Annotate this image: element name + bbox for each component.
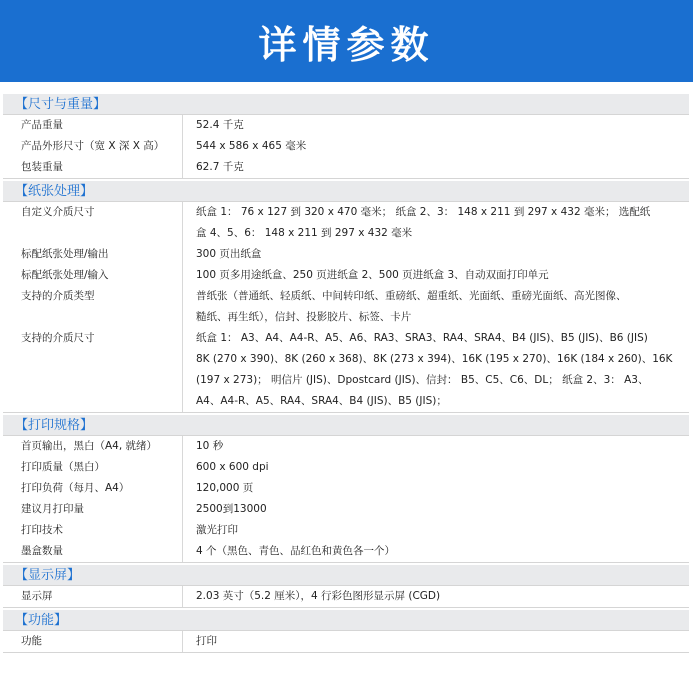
spec-value-line: 100 页多用途纸盒、250 页进纸盒 2、500 页进纸盒 3、自动双面打印单元 (196, 269, 549, 281)
table-row (3, 136, 689, 157)
table-row (3, 436, 689, 457)
spec-label: 首页输出，黑白（A4, 就绪） (3, 436, 182, 457)
section-heading: 【尺寸与重量】 (3, 92, 689, 114)
section-rows (3, 585, 689, 608)
spec-value (183, 244, 689, 265)
spec-value (183, 265, 689, 286)
section-rows (3, 435, 689, 563)
spec-label: 自定义介质尺寸 (3, 202, 182, 223)
spec-value (183, 202, 689, 244)
table-row (3, 244, 689, 265)
spec-label: 墨盒数量 (3, 541, 182, 562)
spec-value (183, 286, 689, 328)
spec-value-line: 300 页出纸盒 (196, 248, 262, 260)
spec-label: 标配纸张处理/输入 (3, 265, 182, 286)
table-row (3, 286, 689, 328)
section-heading: 【打印规格】 (3, 413, 689, 435)
spec-value-line: 2.03 英寸（5.2 厘米），4 行彩色图形显示屏 (CGD) (196, 590, 441, 602)
spec-value (183, 457, 689, 478)
spec-value-line: 544 x 586 x 465 毫米 (196, 140, 307, 152)
spec-label: 功能 (3, 631, 182, 652)
spec-label: 包装重量 (3, 157, 182, 178)
table-row (3, 478, 689, 499)
spec-value-line: 4 个（黑色、青色、品红色和黄色各一个） (196, 545, 396, 557)
table-row (3, 457, 689, 478)
spec-label: 产品外形尺寸（宽 X 深 X 高） (3, 136, 182, 157)
spec-label: 打印质量（黑白） (3, 457, 182, 478)
table-row (3, 202, 689, 244)
spec-label: 打印技术 (3, 520, 182, 541)
spec-value-line: 普纸张（普通纸、轻质纸、中间转印纸、重磅纸、超重纸、光面纸、重磅光面纸、高光图像、 (196, 290, 627, 302)
spec-value-line: A4、A4-R、A5、RA4、SRA4、B4 (JIS)、B5 (JIS)； (196, 395, 447, 407)
section-heading: 【纸张处理】 (3, 179, 689, 201)
table-row (3, 157, 689, 178)
table-row (3, 265, 689, 286)
spec-value (183, 499, 689, 520)
spec-value (183, 586, 689, 607)
spec-value-line: 打印 (196, 635, 217, 647)
spec-label: 产品重量 (3, 115, 182, 136)
spec-value-line: 激光打印 (196, 524, 238, 536)
spec-value (183, 478, 689, 499)
spec-label: 支持的介质类型 (3, 286, 182, 307)
spec-value (183, 136, 689, 157)
table-row (3, 115, 689, 136)
table-row (3, 520, 689, 541)
spec-value (183, 520, 689, 541)
spec-value-line: 纸盒 1： A3、A4、A4-R、A5、A6、RA3、SRA3、RA4、SRA4、B4 (JIS)、B5 (JIS)、B6 (JIS) (196, 332, 648, 344)
spec-value (183, 115, 689, 136)
table-row (3, 631, 689, 652)
page-title: 详情参数 (258, 22, 435, 67)
spec-label: 打印负荷（每月、A4） (3, 478, 182, 499)
section-rows (3, 114, 689, 179)
spec-label: 建议月打印量 (3, 499, 182, 520)
spec-value-line: 8K (270 x 390)、8K (260 x 368)、8K (273 x 394)、16K (195 x 270)、16K (184 x 260)、16K (196, 353, 673, 365)
spec-label: 标配纸张处理/输出 (3, 244, 182, 265)
spec-value-line: 2500到13000 (196, 503, 267, 515)
table-row (3, 499, 689, 520)
table-row (3, 586, 689, 607)
spec-value-line: 10 秒 (196, 440, 224, 452)
section-heading: 【显示屏】 (3, 563, 689, 585)
spec-value-line: 盒 4、5、6： 148 x 211 到 297 x 432 毫米 (196, 227, 413, 239)
section-rows (3, 630, 689, 653)
spec-value-line: (197 x 273)； 明信片 (JIS)、Dpostcard (JIS)、信封： B5、C5、C6、DL； 纸盒 2、3： A3、 (196, 374, 649, 386)
spec-value (183, 157, 689, 178)
table-row (3, 328, 689, 412)
section-heading: 【功能】 (3, 608, 689, 630)
spec-label: 显示屏 (3, 586, 182, 607)
spec-value-line: 纸盒 1： 76 x 127 到 320 x 470 毫米； 纸盒 2、3： 148 x 211 到 297 x 432 毫米； 选配纸 (196, 206, 651, 218)
spec-label: 支持的介质尺寸 (3, 328, 182, 349)
spec-value-line: 糙纸、再生纸），信封、投影胶片、标签、卡片 (196, 311, 412, 323)
spec-value-line: 62.7 千克 (196, 161, 244, 173)
spec-value (183, 436, 689, 457)
spec-table (3, 92, 689, 653)
spec-value-line: 600 x 600 dpi (196, 461, 269, 473)
spec-value-line: 52.4 千克 (196, 119, 244, 131)
section-rows (3, 201, 689, 413)
spec-value (183, 631, 689, 652)
page-header (0, 0, 693, 82)
spec-value-line: 120,000 页 (196, 482, 254, 494)
spec-value (183, 541, 689, 562)
table-row (3, 541, 689, 562)
spec-value (183, 328, 689, 412)
